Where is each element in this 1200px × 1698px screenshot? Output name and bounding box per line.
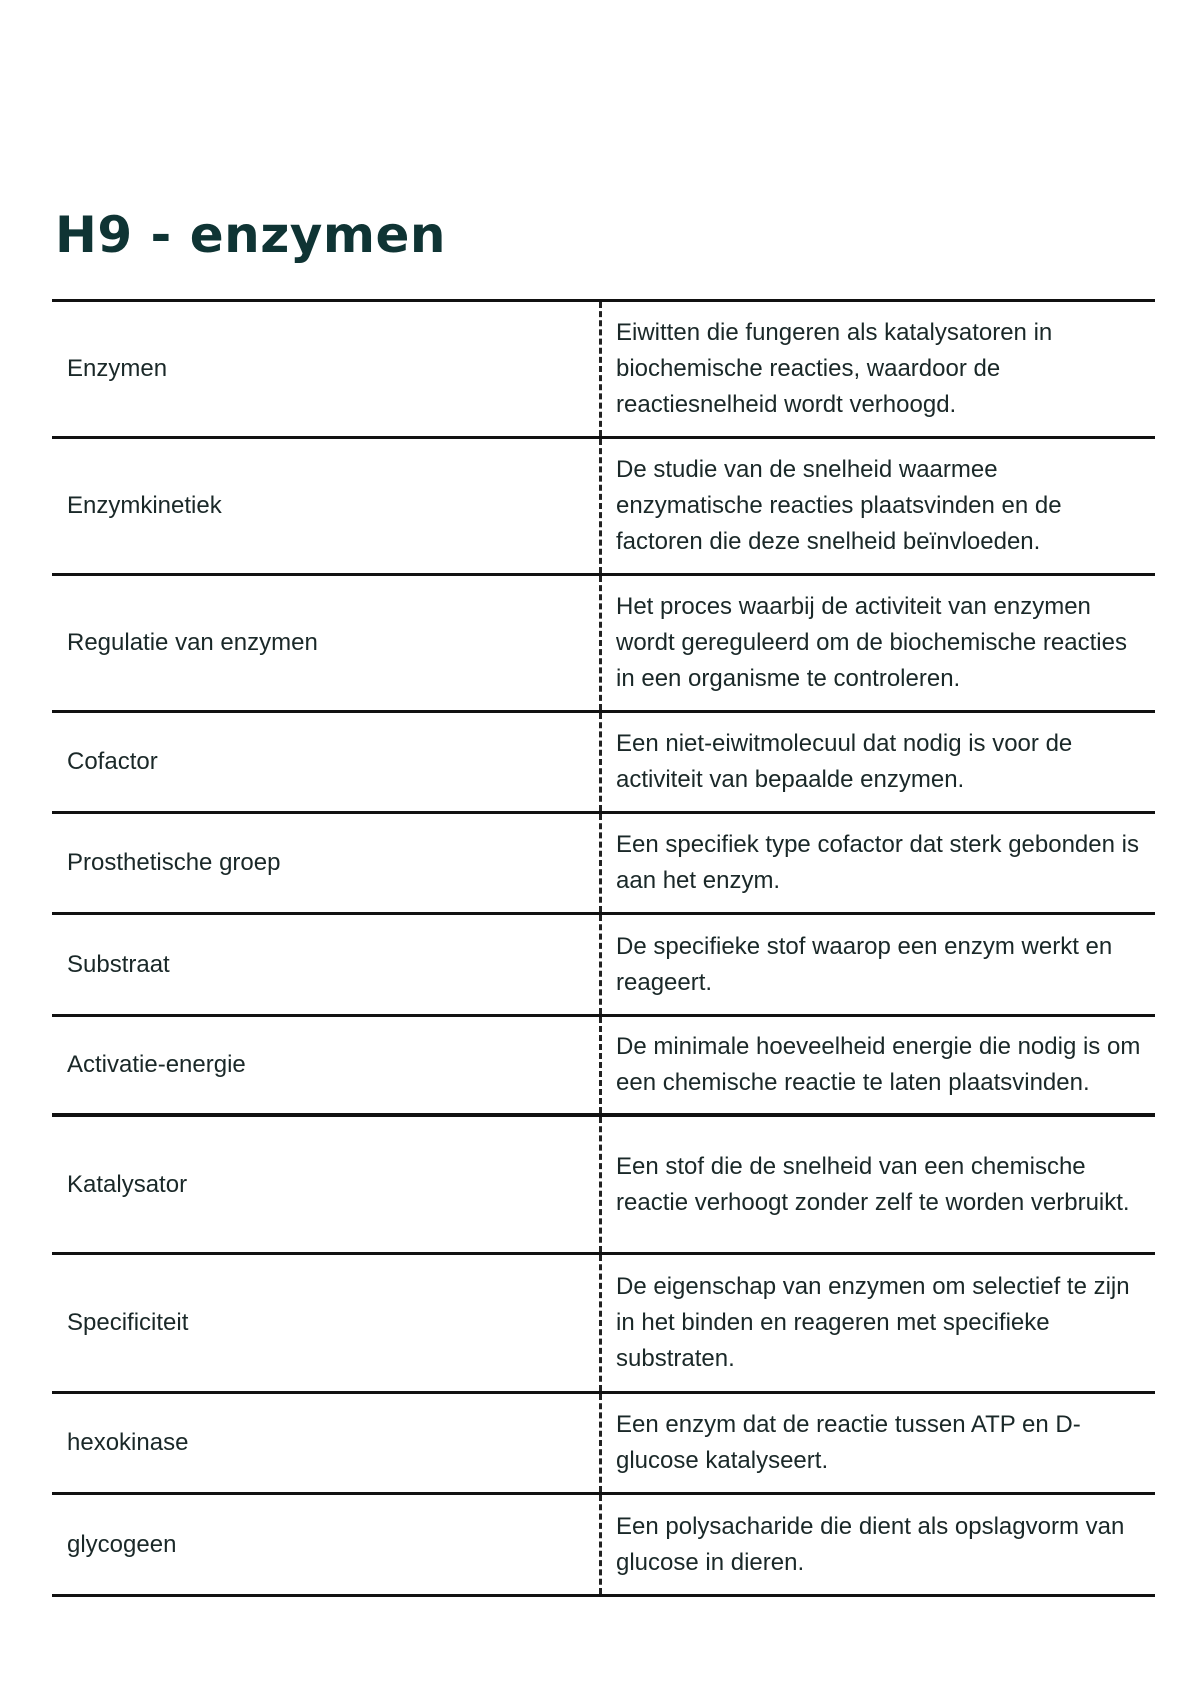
table-row (52, 576, 1155, 713)
page-title: H9 - enzymen (55, 206, 447, 264)
term-cell: Katalysator (52, 1117, 602, 1252)
definition-cell: Een specifiek type cofactor dat sterk gebonden is aan het enzym. (616, 831, 1139, 894)
term-cell: Enzymen (52, 302, 602, 436)
table-row (52, 915, 1155, 1017)
definition-cell: De specifieke stof waarop een enzym werkt en reageert. (616, 932, 1113, 996)
definition-cell: Het proces waarbij de activiteit van enzymen wordt gereguleerd om de biochemische reacties in een organisme te controleren. (616, 593, 1127, 692)
term-cell: Activatie-energie (52, 1017, 602, 1113)
term-cell: Cofactor (52, 713, 602, 811)
table-row (52, 302, 1155, 439)
table-row (52, 1017, 1155, 1117)
term-cell: Substraat (52, 915, 602, 1014)
term-cell: hexokinase (52, 1394, 602, 1492)
term-cell: Enzymkinetiek (52, 439, 602, 573)
definition-cell: Een niet-eiwitmolecuul dat nodig is voor de activiteit van bepaalde enzymen. (616, 730, 1073, 793)
definition-cell: De minimale hoeveelheid energie die nodig is om een chemische reactie te laten plaatsvinden. (616, 1033, 1141, 1096)
definition-cell: De eigenschap van enzymen om selectief te zijn in het binden en reageren met specifieke substraten. (616, 1273, 1130, 1372)
definition-cell: Een enzym dat de reactie tussen ATP en D-glucose katalyseert. (616, 1411, 1081, 1474)
table-row (52, 1255, 1155, 1394)
definition-cell: De studie van de snelheid waarmee enzymatische reacties plaatsvinden en de factoren die deze snelheid beïnvloeden. (616, 456, 1062, 555)
definition-cell: Eiwitten die fungeren als katalysatoren in biochemische reacties, waardoor de reactiesnelheid wordt verhoogd. (616, 319, 1053, 418)
table-row (52, 713, 1155, 814)
term-cell: glycogeen (52, 1495, 602, 1594)
table-row (52, 814, 1155, 915)
definition-cell: Een stof die de snelheid van een chemische reactie verhoogt zonder zelf te worden verbruikt. (616, 1152, 1130, 1216)
table-row (52, 1117, 1155, 1255)
table-row (52, 1394, 1155, 1495)
definition-cell: Een polysacharide die dient als opslagvorm van glucose in dieren. (616, 1512, 1125, 1576)
term-cell: Prosthetische groep (52, 814, 602, 912)
term-cell: Regulatie van enzymen (52, 576, 602, 710)
glossary-table (52, 299, 1155, 1597)
table-row (52, 439, 1155, 576)
term-cell: Specificiteit (52, 1255, 602, 1391)
table-row (52, 1495, 1155, 1597)
